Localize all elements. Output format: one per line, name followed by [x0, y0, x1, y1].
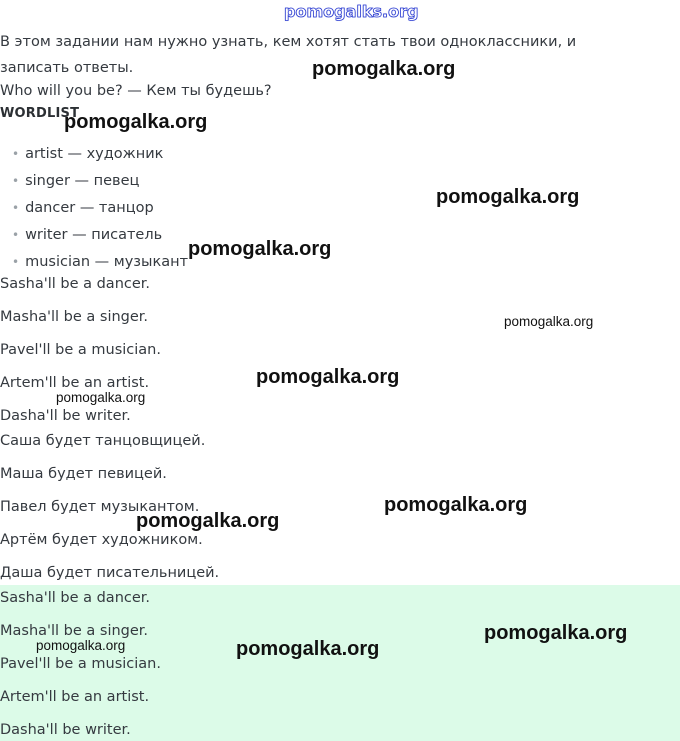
bullet-icon: •	[12, 174, 20, 188]
watermark: pomogalka.org	[384, 494, 528, 516]
watermark: pomogalka.org	[36, 638, 126, 653]
wordlist-item	[12, 225, 162, 245]
russian-sentence: Маша будет певицей.	[0, 466, 167, 482]
answer-sentence: Dasha'll be writer.	[0, 722, 131, 738]
english-sentence: Sasha'll be a dancer.	[0, 276, 151, 292]
russian-sentence: Артём будет художником.	[0, 532, 203, 548]
watermark: pomogalka.org	[484, 622, 628, 644]
answer-sentence: Masha'll be a singer.	[0, 623, 149, 639]
russian-sentence: Саша будет танцовщицей.	[0, 433, 206, 449]
english-sentence: Masha'll be a singer.	[0, 309, 149, 325]
wordlist-item-text: artist — художник	[25, 146, 164, 162]
wordlist-item-text: musician — музыкант	[25, 254, 189, 270]
bullet-icon: •	[12, 228, 20, 242]
watermark: pomogalka.org	[312, 58, 456, 80]
watermark: pomogalka.org	[504, 314, 594, 329]
watermark: pomogalka.org	[56, 390, 146, 405]
english-sentence: Artem'll be an artist.	[0, 375, 150, 391]
watermark-top: pomogalks.org	[284, 2, 419, 21]
wordlist-title: WORDLIST	[0, 106, 80, 121]
watermark: pomogalka.org	[256, 366, 400, 388]
russian-sentence: Павел будет музыкантом.	[0, 499, 200, 515]
wordlist-item	[12, 144, 163, 164]
question-text: Who will you be? — Кем ты будешь?	[0, 83, 272, 99]
answer-sentence: Artem'll be an artist.	[0, 689, 150, 705]
wordlist-item	[12, 171, 139, 191]
watermark: pomogalka.org	[436, 186, 580, 208]
watermark: pomogalka.org	[236, 638, 380, 660]
wordlist-item	[12, 252, 188, 272]
english-sentence: Pavel'll be a musician.	[0, 342, 161, 358]
english-sentence: Dasha'll be writer.	[0, 408, 131, 424]
intro-text: В этом задании нам нужно узнать, кем хотят стать твои одноклассники, и записать ответы.	[0, 34, 577, 76]
wordlist-item-text: dancer — танцор	[25, 200, 154, 216]
wordlist-item	[12, 198, 154, 218]
watermark: pomogalka.org	[64, 111, 208, 133]
answer-sentence: Pavel'll be a musician.	[0, 656, 161, 672]
watermark: pomogalka.org	[188, 238, 332, 260]
watermark: pomogalka.org	[136, 510, 280, 532]
russian-sentence: Даша будет писательницей.	[0, 565, 220, 581]
bullet-icon: •	[12, 201, 20, 215]
wordlist-item-text: writer — писатель	[25, 227, 163, 243]
wordlist-item-text: singer — певец	[25, 173, 140, 189]
bullet-icon: •	[12, 255, 20, 269]
bullet-icon: •	[12, 147, 20, 161]
answer-sentence: Sasha'll be a dancer.	[0, 590, 151, 606]
